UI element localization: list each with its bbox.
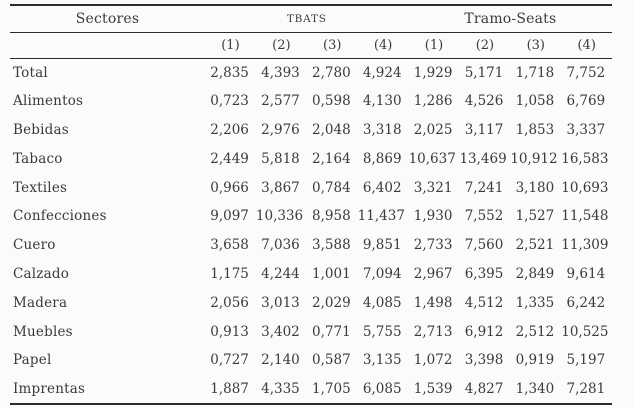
sector-label: Papel xyxy=(13,352,52,369)
value-cell: 1,853 xyxy=(515,121,555,138)
sector-label: Calzado xyxy=(13,265,70,282)
value-cell: 0,587 xyxy=(312,352,351,369)
value-cell: 2,967 xyxy=(413,265,453,282)
value-cell: 3,135 xyxy=(362,352,402,369)
sector-label: Total xyxy=(13,64,48,81)
value-cell: 2,140 xyxy=(261,352,300,369)
value-cell: 10,637 xyxy=(408,150,456,167)
value-cell: 2,780 xyxy=(312,64,351,81)
value-cell: 3,318 xyxy=(362,121,402,138)
value-cell: 1,527 xyxy=(515,208,555,225)
value-cell: 3,398 xyxy=(464,352,504,369)
subheader-tbats-1: (1) xyxy=(205,32,256,58)
value-cell: 5,818 xyxy=(261,150,300,167)
value-cell: 7,241 xyxy=(464,179,504,196)
value-cell: 1,498 xyxy=(413,294,453,311)
value-cell: 3,180 xyxy=(515,179,555,196)
value-cell: 0,919 xyxy=(515,352,555,369)
table-row xyxy=(10,116,612,145)
table-row xyxy=(10,231,612,260)
value-cell: 5,171 xyxy=(464,64,504,81)
table-row xyxy=(10,375,612,404)
table-row xyxy=(10,260,612,289)
value-cell: 7,552 xyxy=(464,208,504,225)
value-cell: 7,281 xyxy=(566,380,606,397)
value-cell: 6,085 xyxy=(362,380,402,397)
value-cell: 2,733 xyxy=(413,237,453,254)
value-cell: 10,336 xyxy=(255,208,304,225)
column-group-tbats: TBATS xyxy=(205,5,409,32)
table-row xyxy=(10,144,612,173)
value-cell: 4,335 xyxy=(261,380,300,397)
value-cell: 1,001 xyxy=(312,265,351,282)
table-row xyxy=(10,288,612,317)
value-cell: 7,036 xyxy=(261,237,300,254)
table-body xyxy=(10,58,612,404)
value-cell: 1,539 xyxy=(413,380,453,397)
value-cell: 11,309 xyxy=(561,237,609,254)
paper-table-container xyxy=(10,4,612,405)
value-cell: 0,966 xyxy=(210,179,249,196)
value-cell: 1,340 xyxy=(515,380,555,397)
subheader-tbats-3: (3) xyxy=(307,32,358,58)
sector-label: Bebidas xyxy=(13,121,69,138)
value-cell: 4,085 xyxy=(362,294,402,311)
value-cell: 2,206 xyxy=(210,121,249,138)
value-cell: 8,869 xyxy=(362,150,402,167)
value-cell: 13,469 xyxy=(459,150,507,167)
value-cell: 2,835 xyxy=(210,64,249,81)
value-cell: 2,577 xyxy=(261,93,300,110)
subheader-tramo-2: (2) xyxy=(459,32,510,58)
value-cell: 10,693 xyxy=(561,179,609,196)
value-cell: 6,912 xyxy=(464,323,504,340)
value-cell: 16,583 xyxy=(561,150,609,167)
column-group-tramo-seats: Tramo-Seats xyxy=(409,5,613,32)
value-cell: 9,614 xyxy=(566,265,606,282)
value-cell: 2,056 xyxy=(210,294,249,311)
subheader-spacer xyxy=(10,32,205,58)
value-cell: 1,286 xyxy=(413,93,453,110)
subheader-tramo-4: (4) xyxy=(561,32,612,58)
value-cell: 3,013 xyxy=(261,294,300,311)
value-cell: 9,851 xyxy=(362,237,402,254)
value-cell: 3,117 xyxy=(464,121,504,138)
value-cell: 4,827 xyxy=(464,380,504,397)
value-cell: 9,097 xyxy=(210,208,249,225)
value-cell: 2,025 xyxy=(413,121,453,138)
value-cell: 5,197 xyxy=(566,352,606,369)
value-cell: 2,164 xyxy=(312,150,351,167)
value-cell: 1,335 xyxy=(515,294,555,311)
subheader-tbats-2: (2) xyxy=(256,32,307,58)
value-cell: 4,393 xyxy=(261,64,300,81)
value-cell: 4,130 xyxy=(362,93,402,110)
table-row xyxy=(10,346,612,375)
value-cell: 4,244 xyxy=(261,265,300,282)
sector-label: Imprentas xyxy=(13,380,86,397)
value-cell: 5,755 xyxy=(362,323,402,340)
sector-label: Textiles xyxy=(13,179,68,196)
value-cell: 11,437 xyxy=(357,208,405,225)
value-cell: 2,521 xyxy=(515,237,555,254)
value-cell: 3,588 xyxy=(312,237,351,254)
value-cell: 2,713 xyxy=(413,323,453,340)
value-cell: 0,727 xyxy=(210,352,249,369)
sector-label: Tabaco xyxy=(13,150,63,167)
value-cell: 10,525 xyxy=(561,323,609,340)
value-cell: 1,058 xyxy=(515,93,555,110)
value-cell: 3,658 xyxy=(210,237,249,254)
value-cell: 2,976 xyxy=(261,121,300,138)
value-cell: 7,752 xyxy=(566,64,606,81)
value-cell: 3,402 xyxy=(261,323,300,340)
value-cell: 2,029 xyxy=(312,294,351,311)
value-cell: 3,867 xyxy=(261,179,300,196)
sub-header-row xyxy=(10,32,612,58)
value-cell: 1,175 xyxy=(210,265,249,282)
value-cell: 1,072 xyxy=(413,352,453,369)
value-cell: 6,395 xyxy=(464,265,504,282)
value-cell: 1,718 xyxy=(515,64,555,81)
value-cell: 2,849 xyxy=(515,265,555,282)
value-cell: 8,958 xyxy=(312,208,351,225)
subheader-tramo-1: (1) xyxy=(409,32,460,58)
value-cell: 10,912 xyxy=(510,150,558,167)
value-cell: 7,094 xyxy=(362,265,402,282)
value-cell: 0,771 xyxy=(312,323,351,340)
value-cell: 3,337 xyxy=(566,121,606,138)
value-cell: 4,924 xyxy=(362,64,402,81)
sector-label: Confecciones xyxy=(13,208,107,225)
value-cell: 6,769 xyxy=(566,93,606,110)
value-cell: 0,913 xyxy=(210,323,249,340)
sectors-comparison-table xyxy=(10,4,612,405)
value-cell: 1,930 xyxy=(413,208,453,225)
subheader-tbats-4: (4) xyxy=(358,32,409,58)
table-row xyxy=(10,58,612,87)
column-group-sectores: Sectores xyxy=(10,5,205,32)
table-row xyxy=(10,202,612,231)
value-cell: 2,512 xyxy=(515,323,555,340)
table-row xyxy=(10,317,612,346)
value-cell: 4,512 xyxy=(464,294,504,311)
value-cell: 1,887 xyxy=(210,380,249,397)
value-cell: 11,548 xyxy=(561,208,609,225)
value-cell: 6,402 xyxy=(362,179,402,196)
value-cell: 0,784 xyxy=(312,179,351,196)
table-row xyxy=(10,173,612,202)
value-cell: 6,242 xyxy=(566,294,606,311)
value-cell: 4,526 xyxy=(464,93,504,110)
table-header xyxy=(10,5,612,58)
value-cell: 2,048 xyxy=(312,121,351,138)
sector-label: Muebles xyxy=(13,323,73,340)
sector-label: Alimentos xyxy=(13,93,84,110)
value-cell: 0,723 xyxy=(210,93,249,110)
sector-label: Madera xyxy=(13,294,68,311)
sector-label: Cuero xyxy=(13,237,56,254)
value-cell: 2,449 xyxy=(210,150,249,167)
subheader-tramo-3: (3) xyxy=(510,32,561,58)
column-group-row xyxy=(10,5,612,32)
value-cell: 7,560 xyxy=(464,237,504,254)
value-cell: 0,598 xyxy=(312,93,351,110)
value-cell: 1,929 xyxy=(413,64,453,81)
value-cell: 3,321 xyxy=(413,179,453,196)
table-row xyxy=(10,87,612,116)
value-cell: 1,705 xyxy=(312,380,351,397)
